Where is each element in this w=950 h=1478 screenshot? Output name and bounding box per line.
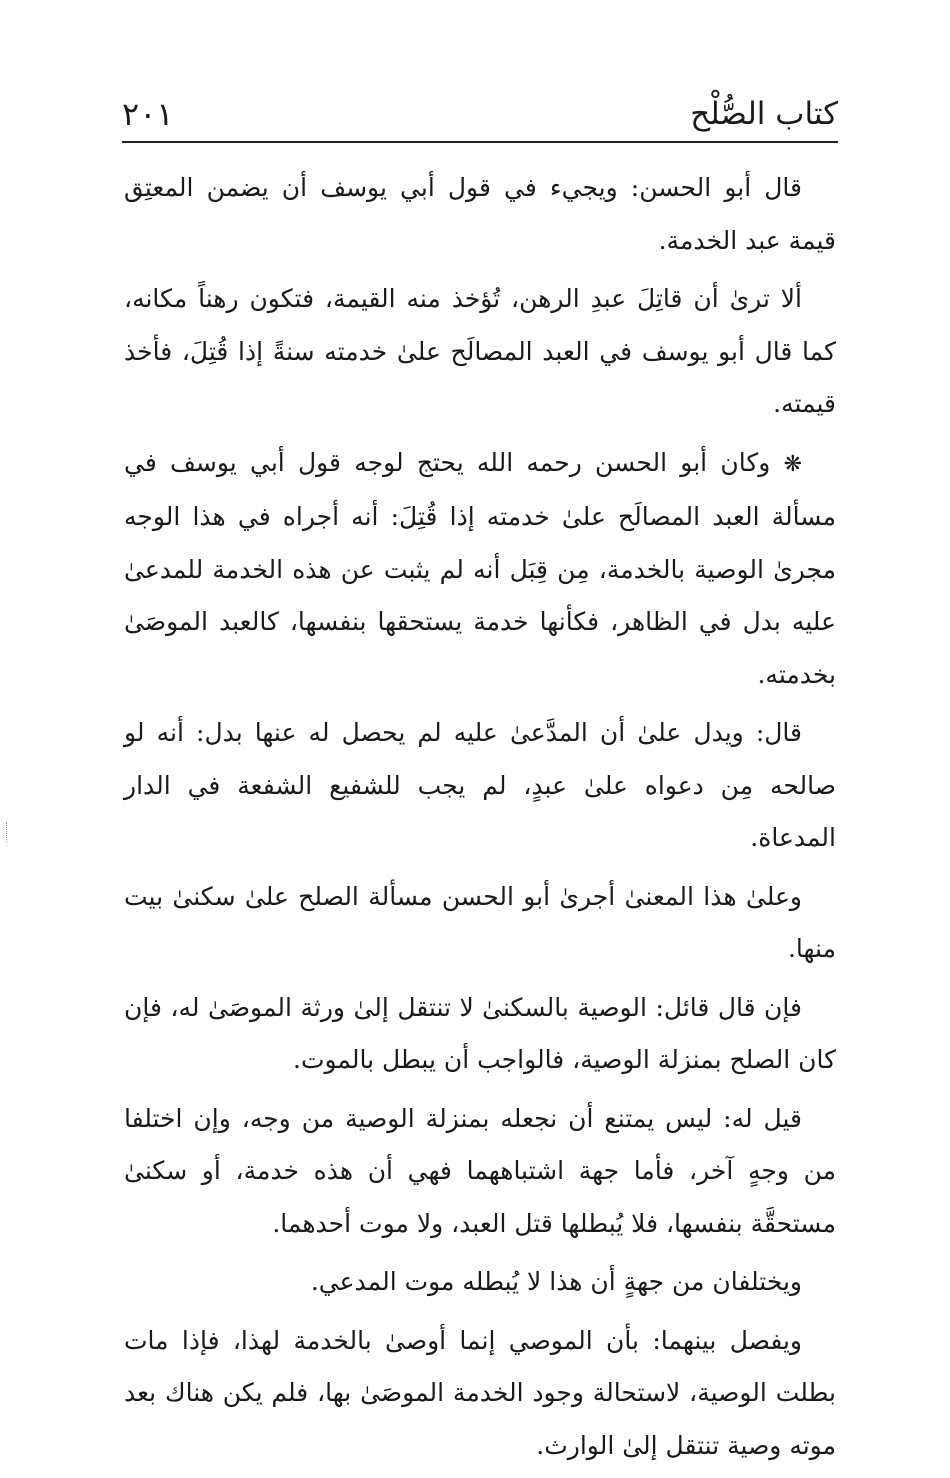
page-number: ٢٠١ (122, 95, 174, 133)
paragraph-3-text: وكان أبو الحسن رحمه الله يحتج لوجه قول أبي يوسف في مسألة العبد المصالَح علىٰ خدمته إذا قُتِلَ: أنه أجراه في هذا الوجه مجرىٰ الوصية بالخدمة، مِن قِبَل أنه لم يثبت عن هذه الخدمة للمدعىٰ عليه بدل في الظاهر، فكأنها خدمة يستحقها بنفسها، كالعبد الموصَىٰ بخدمته. (124, 447, 836, 689)
paragraph-7: قيل له: ليس يمتنع أن نجعله بمنزلة الوصية من وجه، وإن اختلفا من وجهٍ آخر، فأما جهة اشتباههما فهي أن هذه خدمة، أو سكنىٰ مستحقَّة بنفسها، فلا يُبطلها قتل العبد، ولا موت أحدهما. (124, 1103, 836, 1238)
paragraph-9: ويفصل بينهما: بأن الموصي إنما أوصىٰ بالخدمة لهذا، فإذا مات بطلت الوصية، لاستحالة وجود الخدمة الموصَىٰ بها، فلم يكن هناك بعد موته وصية تنتقل إلىٰ الوارث. (124, 1325, 836, 1460)
paragraph-4: قال: ويدل علىٰ أن المدَّعىٰ عليه لم يحصل له عنها بدل: أنه لو صالحه مِن دعواه علىٰ عبدٍ، لم يجب للشفيع الشفعة في الدار المدعاة. (124, 718, 836, 852)
paragraph-3 (124, 437, 836, 702)
header-divider (122, 141, 838, 143)
paragraph-8: ويختلفان من جهةٍ أن هذا لا يُبطله موت المدعي. (310, 1267, 802, 1296)
paragraph-1: قال أبو الحسن: ويجيء في قول أبي يوسف أن يضمن المعتِق قيمة عبد الخدمة. (124, 173, 836, 255)
paragraph-6: فإن قال قائل: الوصية بالسكنىٰ لا تنتقل إلىٰ ورثة الموصَىٰ له، فإن كان الصلح بمنزلة الوصية، فالواجب أن يبطل بالموت. (124, 992, 836, 1074)
paragraph-5: وعلىٰ هذا المعنىٰ أجرىٰ أبو الحسن مسألة الصلح علىٰ سكنىٰ بيت منها. (124, 881, 836, 963)
ornament-star-icon: ❋ (783, 451, 802, 477)
page-body (124, 162, 836, 1478)
running-title: كتاب الصُّلْح (690, 96, 838, 132)
scan-edge-mark (6, 822, 9, 842)
paragraph-2: ألا ترىٰ أن قاتِلَ عبدِ الرهن، تُؤخذ منه القيمة، فتكون رهناً مكانه، كما قال أبو يوسف في العبد المصالَح علىٰ خدمته سنةً إذا قُتِلَ، فأخذ قيمته. (124, 284, 836, 418)
page-header (122, 84, 838, 140)
